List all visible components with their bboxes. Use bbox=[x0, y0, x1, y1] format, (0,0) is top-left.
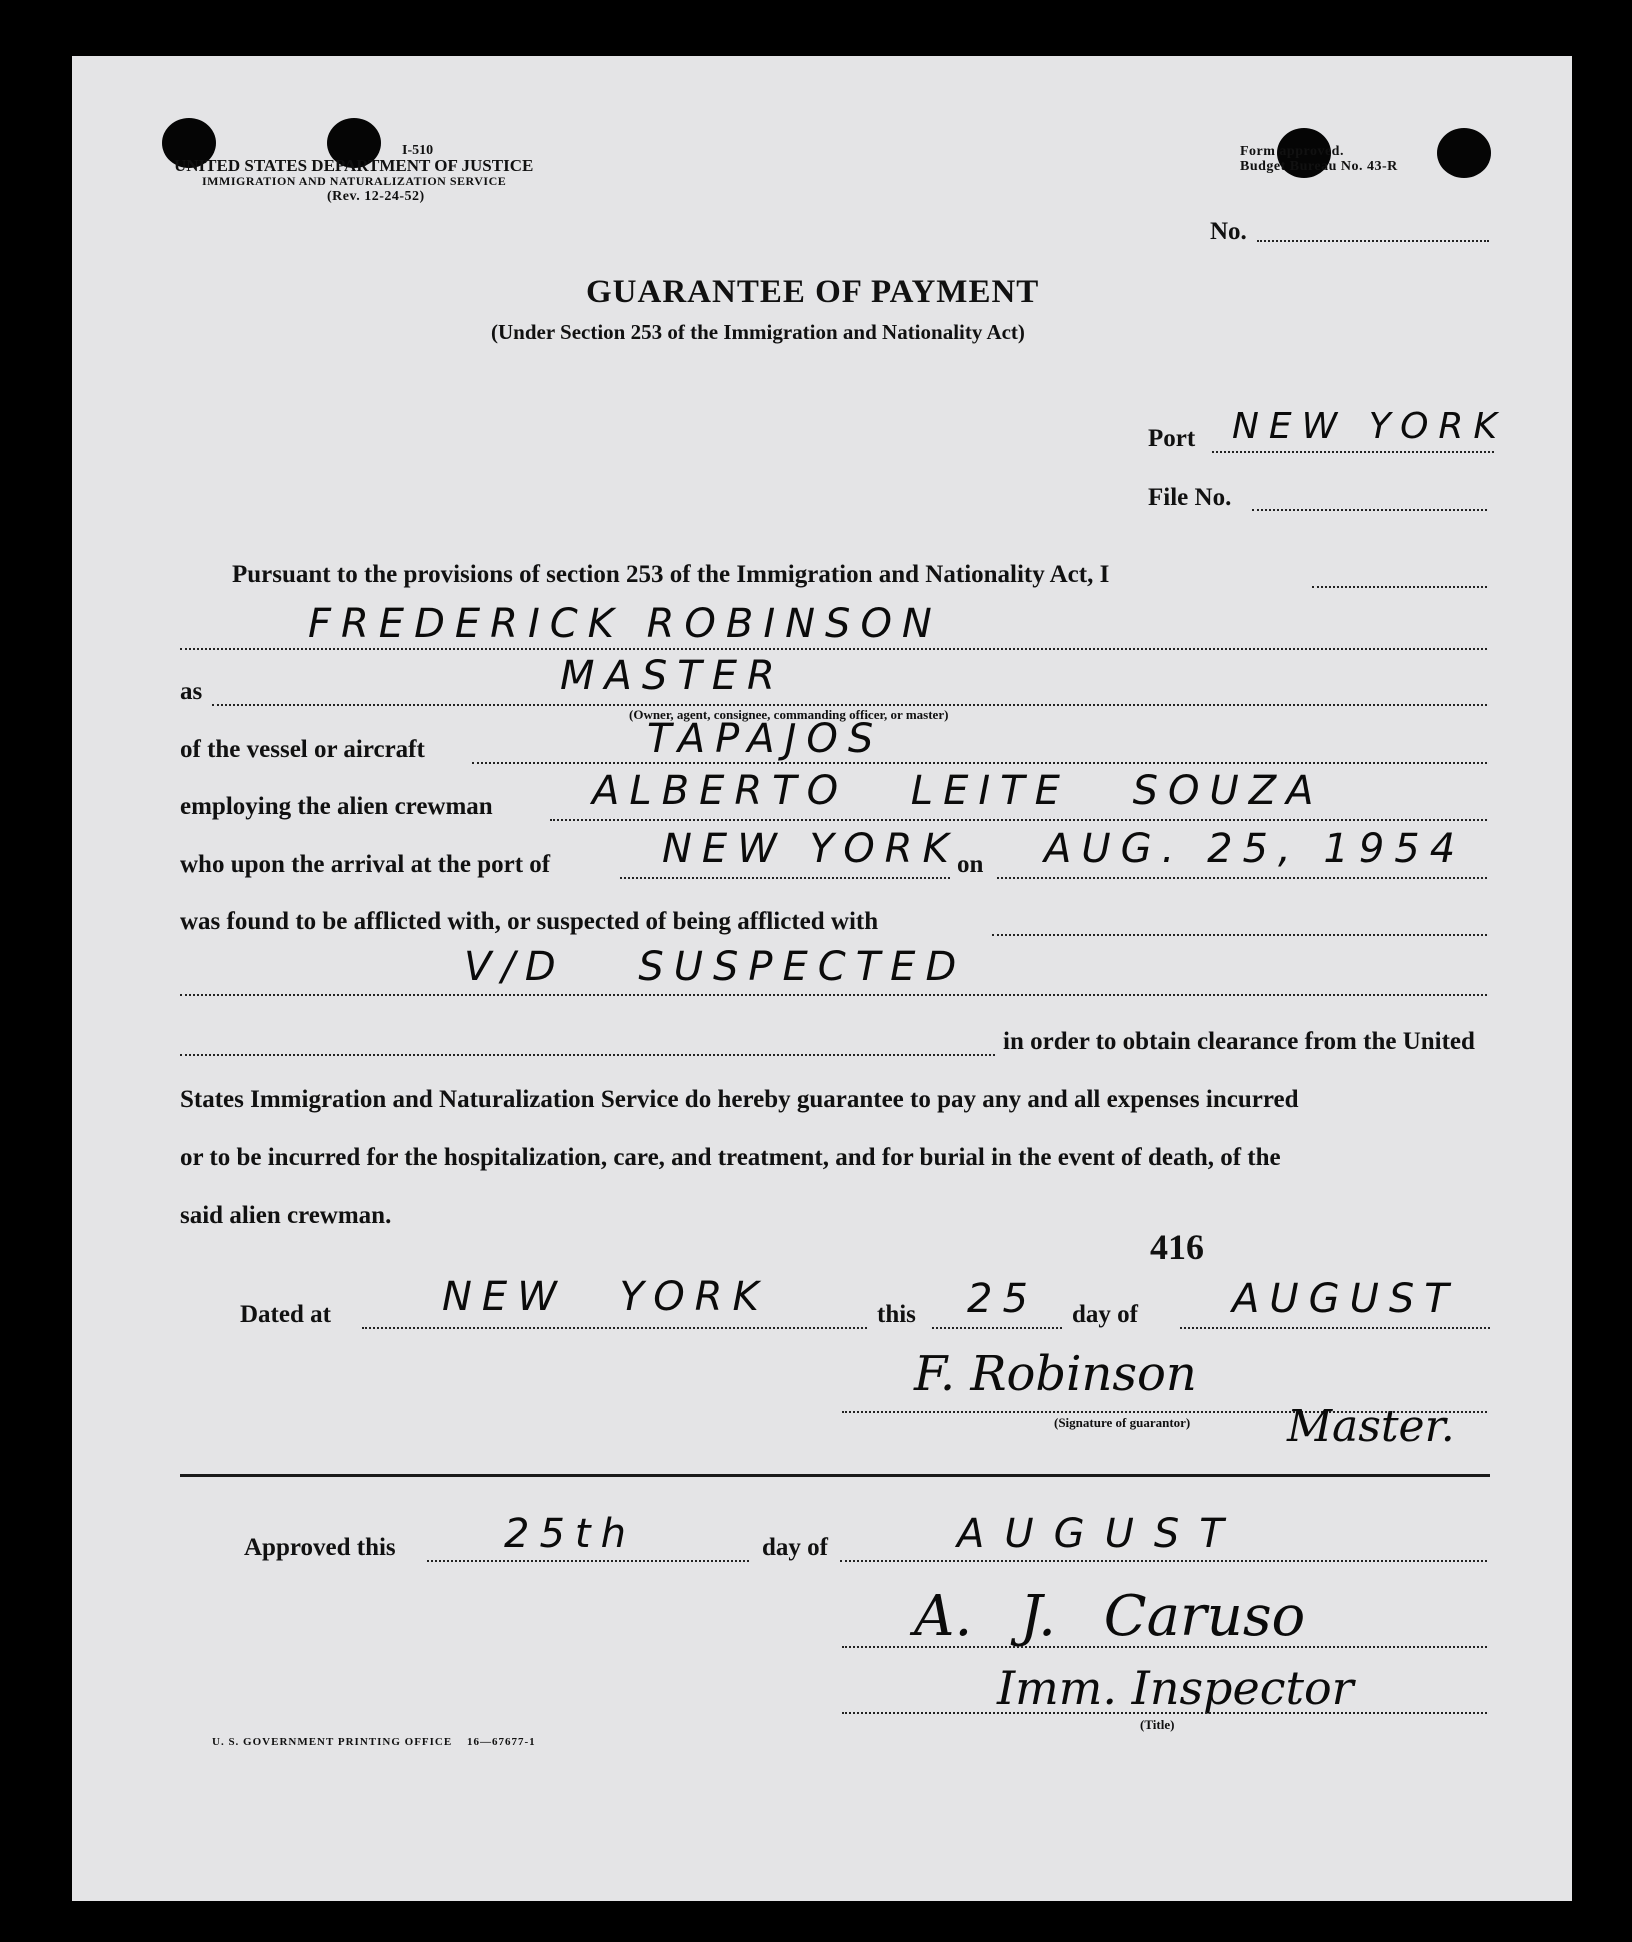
approver-signature: A. J. Caruso bbox=[914, 1584, 1306, 1649]
approved-label: Approved this bbox=[244, 1534, 396, 1561]
approved-day-of-label: day of bbox=[762, 1534, 828, 1561]
as-label: as bbox=[180, 678, 203, 705]
form-number: I-510 bbox=[402, 143, 434, 158]
guarantee-paragraph-line3: said alien crewman. bbox=[180, 1202, 392, 1229]
guarantee-paragraph-line1: States Immigration and Naturalization Service do hereby guarantee to pay any and all expenses incurred bbox=[180, 1086, 1299, 1113]
file-no-field[interactable] bbox=[1252, 509, 1487, 511]
pursuant-text: Pursuant to the provisions of section 253 of the Immigration and Nationality Act, I bbox=[232, 561, 1110, 588]
crewman-label: employing the alien crewman bbox=[180, 793, 493, 820]
arrival-date-value: AUG. 25, 1954 bbox=[1044, 826, 1466, 872]
capacity-field[interactable] bbox=[212, 704, 1487, 706]
arrival-label: who upon the arrival at the port of bbox=[180, 851, 551, 878]
arrival-date-field[interactable] bbox=[997, 877, 1487, 879]
capacity-value: MASTER bbox=[560, 653, 785, 699]
afflicted-field-2[interactable] bbox=[180, 1054, 995, 1056]
no-label: No. bbox=[1210, 218, 1247, 245]
crewman-value: ALBERTO LEITE SOUZA bbox=[592, 768, 1324, 814]
printing-office: U. S. GOVERNMENT PRINTING OFFICE bbox=[212, 1736, 453, 1748]
day-of-label: day of bbox=[1072, 1301, 1138, 1328]
form-page bbox=[72, 56, 1572, 1901]
department-name: UNITED STATES DEPARTMENT OF JUSTICE bbox=[174, 156, 534, 175]
section-divider bbox=[180, 1474, 1490, 1477]
clearance-text: in order to obtain clearance from the United bbox=[1003, 1028, 1475, 1055]
dated-label: Dated at bbox=[240, 1301, 331, 1328]
pursuant-field-end[interactable] bbox=[1312, 586, 1487, 588]
dated-day-value: 25 bbox=[967, 1276, 1038, 1322]
file-no-label: File No. bbox=[1148, 484, 1232, 511]
port-label: Port bbox=[1148, 425, 1196, 452]
on-label: on bbox=[957, 851, 984, 878]
printing-code: 16—67677-1 bbox=[467, 1736, 536, 1748]
approver-title-value: Imm. Inspector bbox=[997, 1661, 1354, 1715]
dated-day-field[interactable] bbox=[932, 1327, 1062, 1329]
form-title: GUARANTEE OF PAYMENT bbox=[586, 274, 1040, 310]
crewman-field[interactable] bbox=[550, 819, 1487, 821]
service-name: IMMIGRATION AND NATURALIZATION SERVICE bbox=[202, 174, 507, 188]
vessel-field[interactable] bbox=[472, 762, 1487, 764]
dated-place-field[interactable] bbox=[362, 1327, 867, 1329]
approved-day-value: 25th bbox=[504, 1511, 636, 1557]
vessel-value: TAPAJOS bbox=[647, 716, 884, 762]
guarantor-signature: F. Robinson bbox=[914, 1346, 1197, 1402]
dated-month-value: AUGUST bbox=[1232, 1276, 1459, 1322]
approver-signature-field[interactable] bbox=[842, 1646, 1487, 1648]
arrival-port-value: NEW YORK bbox=[662, 826, 959, 872]
budget-approval-line1: Form approved. bbox=[1240, 144, 1344, 159]
revision-date: (Rev. 12-24-52) bbox=[327, 189, 425, 204]
guarantor-name-value: FREDERICK ROBINSON bbox=[308, 601, 942, 647]
capacity-caption: (Owner, agent, consignee, commanding officer, or master) bbox=[629, 707, 949, 722]
this-label: this bbox=[877, 1301, 916, 1328]
signature-caption: (Signature of guarantor) bbox=[1054, 1415, 1191, 1430]
approved-month-value: AUGUST bbox=[957, 1511, 1244, 1557]
dated-month-field[interactable] bbox=[1180, 1327, 1490, 1329]
form-subtitle: (Under Section 253 of the Immigration and Nationality Act) bbox=[491, 320, 1025, 344]
port-field[interactable] bbox=[1212, 451, 1494, 453]
approved-month-field[interactable] bbox=[840, 1560, 1487, 1562]
afflicted-label: was found to be afflicted with, or suspected of being afflicted with bbox=[180, 908, 879, 935]
budget-approval-line2: Budget Bureau No. 43-R bbox=[1240, 159, 1398, 174]
approved-day-field[interactable] bbox=[427, 1560, 749, 1562]
no-field[interactable] bbox=[1257, 240, 1489, 242]
punch-hole bbox=[1437, 128, 1491, 178]
port-value: NEW YORK bbox=[1232, 406, 1508, 447]
dated-place-value: NEW YORK bbox=[442, 1274, 769, 1320]
approver-title-field[interactable] bbox=[842, 1712, 1487, 1714]
afflicted-field[interactable] bbox=[180, 994, 1487, 996]
guarantor-title: Master. bbox=[1287, 1401, 1455, 1452]
stamp-number: 416 bbox=[1150, 1227, 1204, 1267]
afflicted-value: V/D SUSPECTED bbox=[464, 944, 967, 990]
guarantee-paragraph-line2: or to be incurred for the hospitalization, care, and treatment, and for burial in the event of death, of the bbox=[180, 1144, 1281, 1171]
vessel-label: of the vessel or aircraft bbox=[180, 736, 425, 763]
afflicted-field-end[interactable] bbox=[992, 934, 1487, 936]
arrival-port-field[interactable] bbox=[620, 877, 950, 879]
title-caption: (Title) bbox=[1140, 1717, 1175, 1732]
guarantor-name-field[interactable] bbox=[180, 648, 1487, 650]
